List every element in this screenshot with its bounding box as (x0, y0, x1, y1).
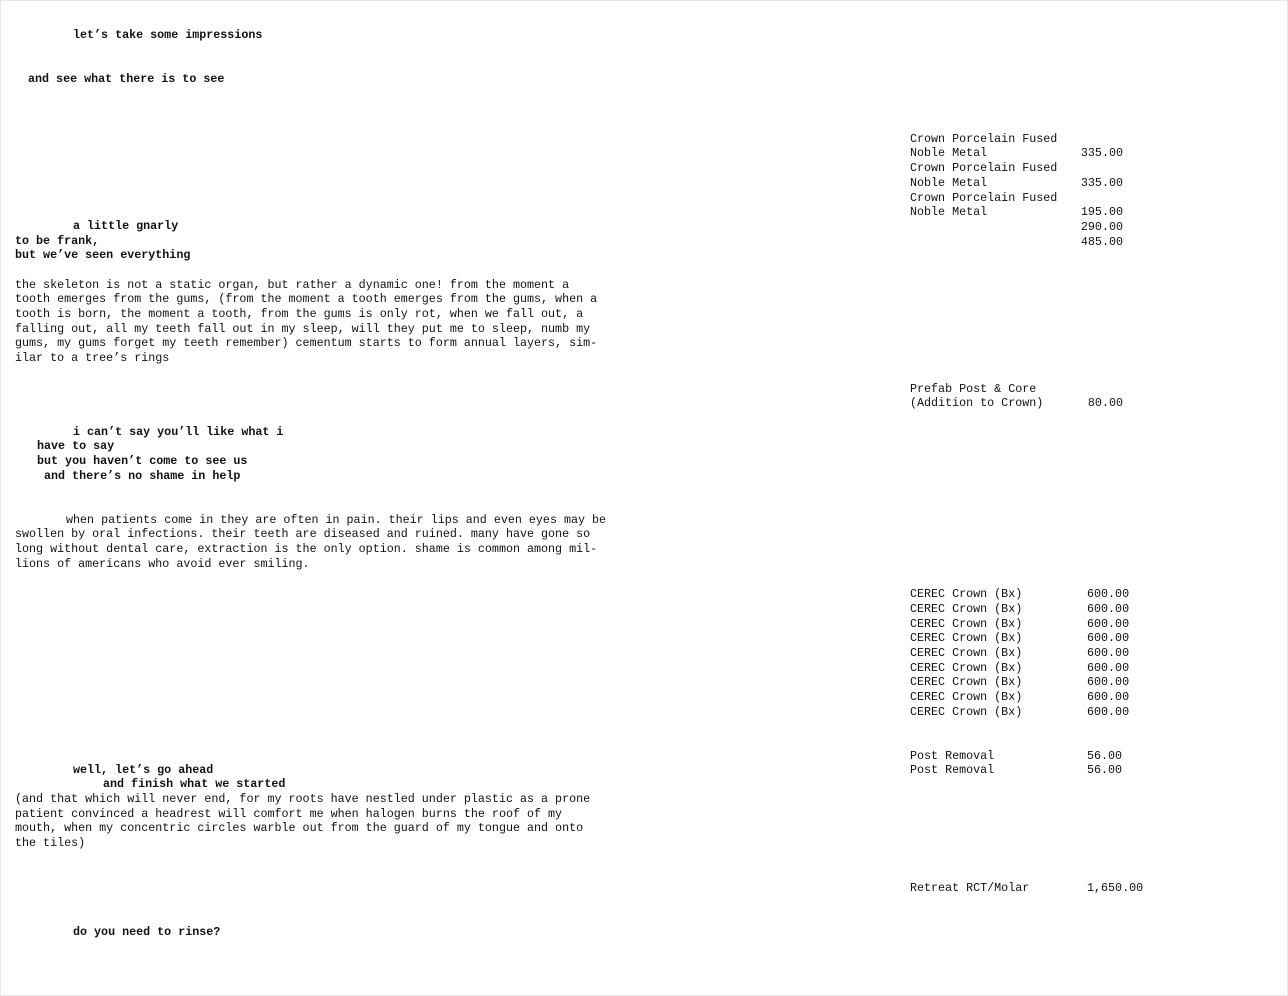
ledger-amount: 600.00 (1087, 631, 1130, 645)
prose-line: mouth, when my concentric circles warble out from the guard of my tongue and onto (15, 821, 584, 835)
ledger-amount: 600.00 (1087, 705, 1130, 719)
prose-line: the tiles) (15, 836, 86, 850)
ledger-item: CEREC Crown (Bx) (910, 587, 1023, 601)
ledger-item: Crown Porcelain Fused (910, 132, 1058, 146)
ledger-item: Crown Porcelain Fused (910, 161, 1058, 175)
ledger-item: CEREC Crown (Bx) (910, 631, 1023, 645)
stanza-line: but you haven’t come to see us (37, 454, 248, 468)
ledger-item: Post Removal (910, 749, 995, 763)
ledger-item: Crown Porcelain Fused (910, 191, 1058, 205)
ledger-amount: 56.00 (1087, 763, 1123, 777)
ledger-amount: 1,650.00 (1087, 881, 1144, 895)
stanza-line: and see what there is to see (28, 72, 225, 86)
ledger-amount: 600.00 (1087, 675, 1130, 689)
stanza-line: and there’s no shame in help (44, 469, 241, 483)
ledger-item: CEREC Crown (Bx) (910, 705, 1023, 719)
prose-line: gums, my gums forget my teeth remember) cementum starts to form annual layers, sim- (15, 336, 598, 350)
ledger-amount: 290.00 (1080, 220, 1123, 234)
ledger-amount: 56.00 (1087, 749, 1123, 763)
ledger-item: CEREC Crown (Bx) (910, 617, 1023, 631)
ledger-item: Post Removal (910, 763, 995, 777)
prose-line: long without dental care, extraction is the only option. shame is common among mil- (15, 542, 598, 556)
ledger-item: (Addition to Crown) (910, 396, 1044, 410)
prose-line: tooth emerges from the gums, (from the moment a tooth emerges from the gums, when a (15, 292, 598, 306)
prose-line: tooth is born, the moment a tooth, from the gums is only rot, when we fall out, a (15, 307, 584, 321)
prose-line: swollen by oral infections. their teeth are diseased and ruined. many have gone so (15, 527, 591, 541)
ledger-amount: 335.00 (1080, 146, 1123, 160)
ledger-amount: 600.00 (1087, 602, 1130, 616)
ledger-item: Noble Metal (910, 146, 988, 160)
ledger-item: CEREC Crown (Bx) (910, 646, 1023, 660)
ledger-item: CEREC Crown (Bx) (910, 675, 1023, 689)
prose-line: when patients come in they are often in pain. their lips and even eyes may be (66, 513, 607, 527)
prose-line: the skeleton is not a static organ, but rather a dynamic one! from the moment a (15, 278, 570, 292)
prose-line: (and that which will never end, for my roots have nestled under plastic as a prone (15, 792, 591, 806)
ledger-amount: 600.00 (1087, 646, 1130, 660)
ledger-item: CEREC Crown (Bx) (910, 602, 1023, 616)
stanza-line: but we’ve seen everything (15, 248, 191, 262)
ledger-amount: 600.00 (1087, 690, 1130, 704)
stanza-line: have to say (37, 439, 115, 453)
ledger-item: CEREC Crown (Bx) (910, 690, 1023, 704)
stanza-line: i can’t say you’ll like what i (73, 425, 284, 439)
stanza-line: let’s take some impressions (73, 28, 263, 42)
ledger-item: Noble Metal (910, 176, 988, 190)
ledger-amount: 195.00 (1080, 205, 1123, 219)
ledger-amount: 335.00 (1080, 176, 1123, 190)
ledger-item: Retreat RCT/Molar (910, 881, 1030, 895)
ledger-amount: 600.00 (1087, 617, 1130, 631)
stanza-line: well, let’s go ahead (73, 763, 214, 777)
ledger-amount: 485.00 (1080, 235, 1123, 249)
stanza-line: a little gnarly (73, 219, 179, 233)
prose-line: ilar to a tree’s rings (15, 351, 170, 365)
ledger-item: CEREC Crown (Bx) (910, 661, 1023, 675)
ledger-amount: 80.00 (1087, 396, 1123, 410)
stanza-line: to be frank, (15, 234, 100, 248)
ledger-item: Prefab Post & Core (910, 382, 1037, 396)
prose-line: lions of americans who avoid ever smiling. (15, 557, 310, 571)
ledger-item: Noble Metal (910, 205, 988, 219)
ledger-amount: 600.00 (1087, 661, 1130, 675)
stanza-line: and finish what we started (103, 777, 286, 791)
ledger-amount: 600.00 (1087, 587, 1130, 601)
prose-line: falling out, all my teeth fall out in my sleep, will they put me to sleep, numb my (15, 322, 591, 336)
prose-line: patient convinced a headrest will comfort me when halogen burns the roof of my (15, 807, 563, 821)
stanza-line: do you need to rinse? (73, 925, 221, 939)
